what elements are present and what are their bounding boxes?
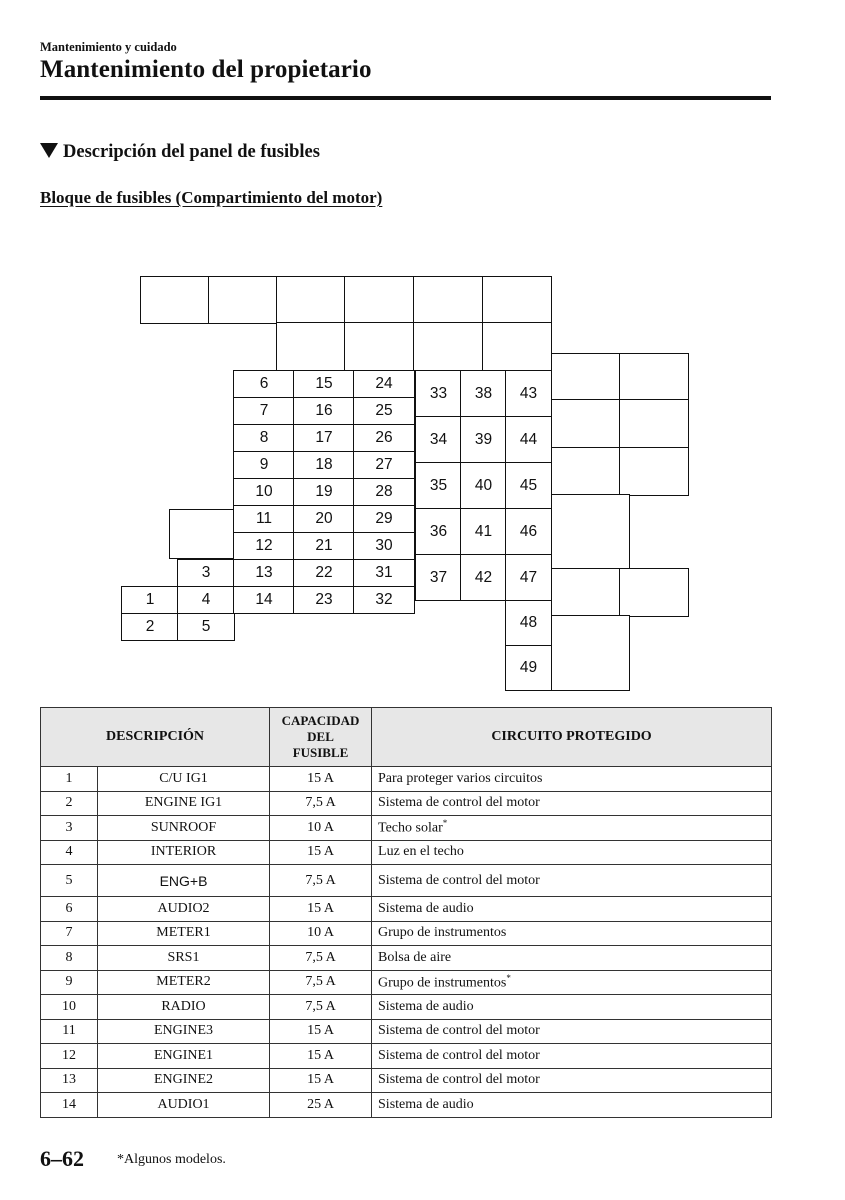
- table-row: [41, 921, 772, 946]
- fuse-cell: 40: [460, 462, 507, 509]
- cell-description-text: METER2: [156, 974, 211, 990]
- cell-number: [41, 816, 98, 841]
- header-descripcion: DESCRIPCIÓN: [41, 708, 270, 767]
- page-title: Mantenimiento del propietario: [40, 56, 372, 83]
- section-label: Mantenimiento y cuidado: [40, 40, 177, 54]
- cell-number-text: 9: [65, 974, 73, 990]
- cell-capacity: [270, 1044, 372, 1069]
- fuse-cell: 4: [177, 586, 235, 614]
- relay-box: [413, 322, 484, 372]
- cell-number-text: 10: [62, 998, 76, 1014]
- fuse-cell: 39: [460, 416, 507, 463]
- fuse-cell: 30: [353, 532, 415, 560]
- cell-number: [41, 1068, 98, 1093]
- section-heading-text: Descripción del panel de fusibles: [63, 142, 320, 162]
- fuse-cell: 27: [353, 451, 415, 479]
- cell-circuit-text: Luz en el techo: [378, 844, 464, 860]
- cell-circuit-text: Sistema de audio: [378, 1096, 474, 1112]
- header-circuito: CIRCUITO PROTEGIDO: [372, 708, 772, 767]
- cell-capacity-text: 7,5 A: [305, 872, 336, 888]
- cell-capacity-text: 7,5 A: [305, 949, 336, 965]
- footnote-marker: *: [442, 818, 448, 829]
- cell-capacity-text: 15 A: [307, 1023, 334, 1039]
- table-row: [41, 1019, 772, 1044]
- cell-number-text: 6: [65, 900, 73, 916]
- cell-description-text: AUDIO1: [157, 1096, 210, 1112]
- relay-box: [619, 568, 689, 617]
- fuse-cell: 36: [415, 508, 462, 555]
- cell-description-text: AUDIO2: [157, 900, 210, 916]
- cell-circuit-text: Sistema de audio: [378, 900, 474, 916]
- cell-number: [41, 970, 98, 995]
- cell-circuit: [372, 791, 772, 816]
- table-row: [41, 1068, 772, 1093]
- relay-box: [276, 322, 346, 372]
- cell-capacity: [270, 816, 372, 841]
- cell-circuit: [372, 921, 772, 946]
- cell-number: [41, 995, 98, 1020]
- table-row: [41, 791, 772, 816]
- cell-number-text: 2: [65, 795, 73, 811]
- relay-box: [413, 276, 484, 324]
- cell-capacity: [270, 1019, 372, 1044]
- cell-description-text: ENGINE IG1: [144, 795, 223, 811]
- cell-capacity-text: 15 A: [307, 1072, 334, 1088]
- table-row: [41, 1093, 772, 1118]
- cell-circuit-text: Grupo de instrumentos: [378, 975, 507, 991]
- fuse-cell: 45: [505, 462, 552, 509]
- fuse-cell: 38: [460, 370, 507, 417]
- table-row: [41, 995, 772, 1020]
- cell-description-text: METER1: [156, 925, 211, 941]
- fuse-cell: 18: [293, 451, 355, 479]
- fuse-cell: 34: [415, 416, 462, 463]
- relay-box: [619, 447, 689, 496]
- cell-description: [98, 791, 270, 816]
- cell-capacity-text: 15 A: [307, 770, 334, 786]
- fuse-cell: 29: [353, 505, 415, 533]
- cell-description: [98, 970, 270, 995]
- cell-description: [98, 767, 270, 792]
- relay-box: [551, 568, 621, 617]
- fuse-cell: 41: [460, 508, 507, 555]
- fuse-cell: 24: [353, 370, 415, 398]
- cell-number-text: 11: [62, 1023, 76, 1039]
- triangle-down-icon: [40, 143, 58, 158]
- fuse-cell: 37: [415, 554, 462, 601]
- cell-capacity-text: 15 A: [307, 900, 334, 916]
- relay-box: [619, 353, 689, 401]
- fuse-cell: 26: [353, 424, 415, 452]
- cell-number: [41, 1093, 98, 1118]
- subsection-heading: Bloque de fusibles (Compartimiento del motor): [40, 188, 383, 207]
- fuse-cell: 35: [415, 462, 462, 509]
- fuse-table: [40, 707, 772, 1118]
- cell-number-text: 7: [65, 925, 73, 941]
- fuse-cell: 48: [505, 600, 552, 646]
- cell-capacity-text: 7,5 A: [305, 974, 336, 990]
- relay-box: [551, 494, 630, 570]
- footnote: *Algunos modelos.: [117, 1152, 226, 1167]
- cell-description: [98, 1093, 270, 1118]
- cell-number: [41, 791, 98, 816]
- cell-capacity-text: 10 A: [307, 925, 334, 941]
- cell-description: [98, 897, 270, 922]
- page-number: 6–62: [40, 1146, 84, 1171]
- cell-circuit-text: Sistema de control del motor: [378, 1023, 540, 1039]
- table-row: [41, 946, 772, 971]
- cell-number: [41, 1019, 98, 1044]
- fuse-cell: 11: [233, 505, 295, 533]
- cell-number-text: 3: [65, 819, 73, 835]
- cell-circuit-text: Bolsa de aire: [378, 949, 452, 965]
- cell-circuit: [372, 1044, 772, 1069]
- relay-box: [482, 276, 552, 324]
- cell-capacity: [270, 995, 372, 1020]
- cell-circuit-text: Sistema de control del motor: [378, 1072, 540, 1088]
- cell-description: [98, 1068, 270, 1093]
- cell-circuit: [372, 865, 772, 897]
- cell-number: [41, 921, 98, 946]
- cell-capacity: [270, 921, 372, 946]
- cell-number: [41, 865, 98, 897]
- header-capacidad-line: FUSIBLE: [292, 745, 349, 760]
- fuse-cell: 33: [415, 370, 462, 417]
- cell-description-text: ENGINE2: [153, 1072, 214, 1088]
- fuse-cell: 5: [177, 613, 235, 641]
- fuse-cell: 10: [233, 478, 295, 506]
- fuse-cell: 42: [460, 554, 507, 601]
- relay-box: [551, 615, 630, 691]
- cell-description: [98, 1019, 270, 1044]
- fuse-cell: 49: [505, 645, 552, 691]
- cell-description-text: ENGINE3: [153, 1023, 214, 1039]
- fuse-cell: 2: [121, 613, 179, 641]
- footnote-marker: *: [506, 972, 511, 983]
- cell-circuit: [372, 1093, 772, 1118]
- cell-capacity: [270, 865, 372, 897]
- cell-circuit-text: Sistema de control del motor: [378, 872, 540, 888]
- table-row: [41, 767, 772, 792]
- cell-number-text: 13: [62, 1072, 76, 1088]
- cell-capacity: [270, 1093, 372, 1118]
- relay-box: [482, 322, 552, 372]
- cell-capacity: [270, 791, 372, 816]
- cell-capacity-text: 15 A: [307, 844, 334, 860]
- cell-description-text: C/U IG1: [159, 770, 208, 786]
- fuse-cell: 8: [233, 424, 295, 452]
- header-capacidad-line: DEL: [307, 729, 334, 744]
- cell-description-text: RADIO: [161, 998, 206, 1014]
- fuse-cell: 13: [233, 559, 295, 587]
- relay-box: [619, 399, 689, 449]
- table-row: [41, 1044, 772, 1069]
- fuse-cell: 46: [505, 508, 552, 555]
- cell-circuit-text: Para proteger varios circuitos: [378, 770, 543, 786]
- cell-capacity-text: 7,5 A: [305, 795, 336, 811]
- cell-circuit-text: Grupo de instrumentos: [378, 925, 507, 941]
- cell-number: [41, 897, 98, 922]
- cell-capacity: [270, 1068, 372, 1093]
- cell-number-text: 12: [62, 1047, 76, 1063]
- relay-box: [140, 276, 210, 324]
- cell-capacity-text: 15 A: [307, 1047, 334, 1063]
- cell-capacity: [270, 897, 372, 922]
- fuse-cell: 1: [121, 586, 179, 614]
- fuse-cell: 16: [293, 397, 355, 425]
- fuse-cell: 43: [505, 370, 552, 417]
- cell-description: [98, 840, 270, 865]
- cell-number-text: 5: [65, 872, 73, 888]
- relay-box: [344, 322, 415, 372]
- fuse-cell: 47: [505, 554, 552, 601]
- cell-circuit-text: Sistema de control del motor: [378, 795, 540, 811]
- cell-circuit-text: Sistema de control del motor: [378, 1047, 540, 1063]
- fuse-cell: 12: [233, 532, 295, 560]
- cell-circuit: [372, 816, 772, 841]
- cell-capacity-text: 7,5 A: [305, 998, 336, 1014]
- table-row: [41, 970, 772, 995]
- cell-description-text: SUNROOF: [150, 819, 217, 835]
- table-row: [41, 897, 772, 922]
- cell-number: [41, 1044, 98, 1069]
- relay-box: [551, 353, 621, 401]
- cell-number-text: 14: [62, 1096, 76, 1112]
- relay-box: [551, 447, 621, 496]
- fuse-cell: 23: [293, 586, 355, 614]
- cell-circuit: [372, 995, 772, 1020]
- cell-circuit: [372, 1068, 772, 1093]
- cell-circuit-text: Sistema de audio: [378, 998, 474, 1014]
- cell-circuit: [372, 897, 772, 922]
- cell-number-text: 4: [65, 844, 73, 860]
- cell-circuit: [372, 1019, 772, 1044]
- cell-description: [98, 995, 270, 1020]
- cell-capacity: [270, 970, 372, 995]
- header-capacidad-line: CAPACIDAD: [281, 713, 360, 728]
- fuse-cell: 9: [233, 451, 295, 479]
- cell-number: [41, 946, 98, 971]
- cell-capacity-text: 25 A: [307, 1096, 334, 1112]
- cell-description-text: ENG+B: [159, 872, 208, 889]
- cell-capacity: [270, 946, 372, 971]
- fuse-cell: 22: [293, 559, 355, 587]
- relay-box: [344, 276, 415, 324]
- cell-number-text: 1: [65, 770, 73, 786]
- cell-circuit: [372, 840, 772, 865]
- cell-description: [98, 865, 270, 897]
- fuse-cell: 25: [353, 397, 415, 425]
- fuse-cell: 28: [353, 478, 415, 506]
- fuse-cell: 17: [293, 424, 355, 452]
- fuse-cell: 14: [233, 586, 295, 614]
- cell-number-text: 8: [65, 949, 73, 965]
- cell-description: [98, 1044, 270, 1069]
- fuse-cell: 15: [293, 370, 355, 398]
- cell-description: [98, 921, 270, 946]
- cell-capacity-text: 10 A: [307, 819, 334, 835]
- fuse-cell: 20: [293, 505, 355, 533]
- cell-circuit-text: Techo solar: [378, 821, 443, 837]
- cell-description-text: SRS1: [167, 949, 200, 965]
- cell-number: [41, 767, 98, 792]
- relay-box: [208, 276, 278, 324]
- fuse-cell: 7: [233, 397, 295, 425]
- cell-description-text: INTERIOR: [150, 844, 217, 860]
- cell-capacity: [270, 767, 372, 792]
- cell-description-text: ENGINE1: [153, 1047, 214, 1063]
- cell-circuit: [372, 767, 772, 792]
- cell-description: [98, 946, 270, 971]
- fuse-cell: 3: [177, 559, 235, 587]
- table-row: [41, 816, 772, 841]
- fuse-cell: 32: [353, 586, 415, 614]
- fuse-cell: 19: [293, 478, 355, 506]
- fuse-cell: 21: [293, 532, 355, 560]
- fuse-cell: 44: [505, 416, 552, 463]
- fuse-cell: 6: [233, 370, 295, 398]
- cell-number: [41, 840, 98, 865]
- header-capacidad: [270, 708, 372, 767]
- section-heading: [40, 142, 320, 163]
- table-row: [41, 840, 772, 865]
- table-row: [41, 865, 772, 897]
- title-rule: [40, 96, 771, 100]
- cell-circuit: [372, 970, 772, 995]
- cell-circuit: [372, 946, 772, 971]
- relay-box: [276, 276, 346, 324]
- cell-description: [98, 816, 270, 841]
- fuse-cell: 31: [353, 559, 415, 587]
- table-header-row: [41, 708, 772, 767]
- cell-capacity: [270, 840, 372, 865]
- relay-box: [169, 509, 235, 559]
- relay-box: [551, 399, 621, 449]
